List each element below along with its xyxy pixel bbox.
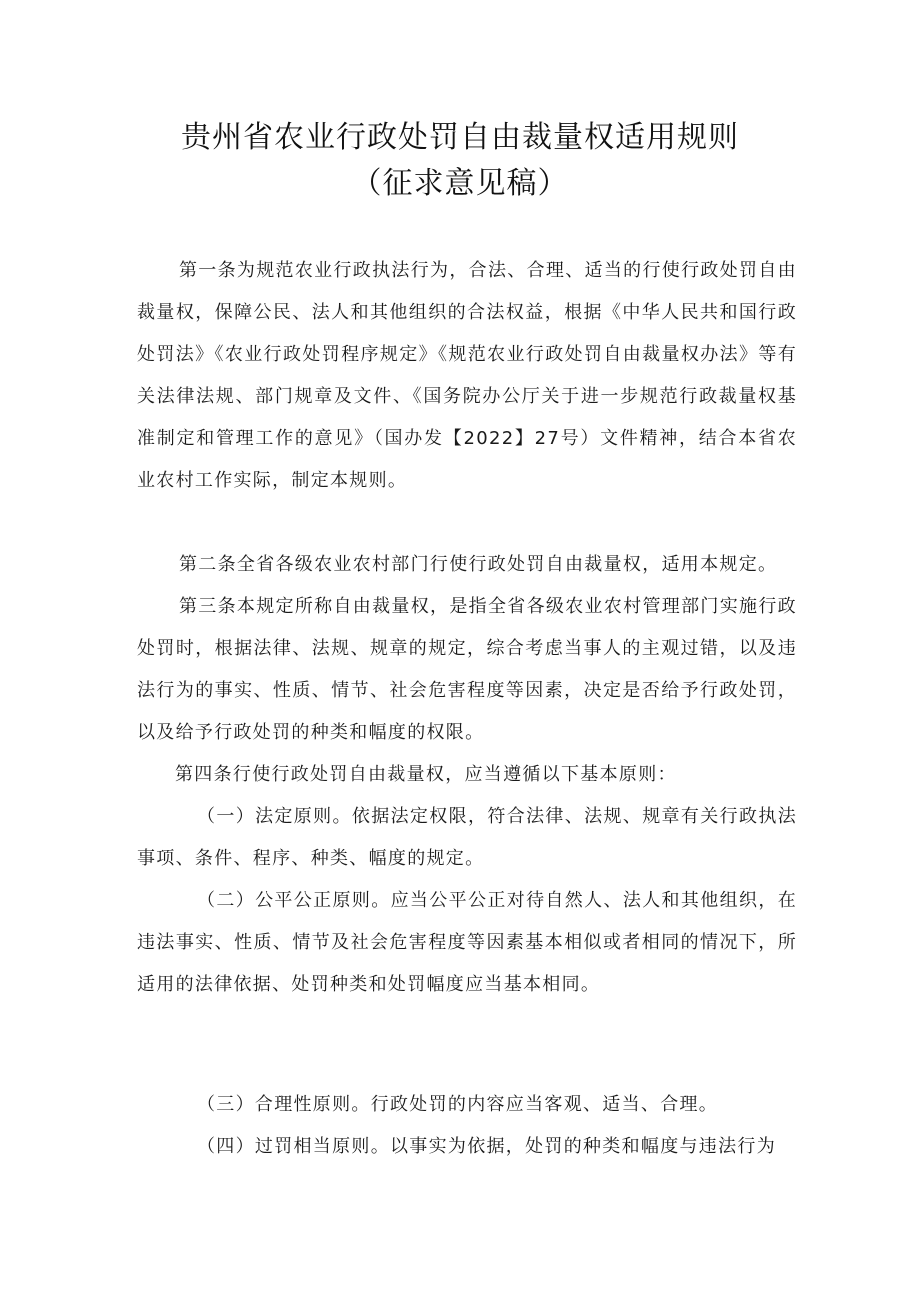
article-1-paragraph: 第一条为规范农业行政执法行为，合法、合理、适当的行使行政处罚自由裁量权，保障公民、法人和其他组织的合法权益，根据《中华人民共和国行政处罚法》《农业行政处罚程序规定》《规范农业行政处罚自由裁量权办法》等有关法律法规、部门规章及文件、《国务院办公厅关于进一步规范行政裁量权基准制定和管理工作的意见》（国办发【2022】27号）文件精神，结合本省农业农村工作实际，制定本规则。 bbox=[137, 260, 797, 491]
principle-1-paragraph: （一）法定原则。依据法定权限，符合法律、法规、规章有关行政执法事项、条件、程序、种类、幅度的规定。 bbox=[137, 806, 797, 869]
principle-3-paragraph: （三）合理性原则。行政处罚的内容应当客观、适当、合理。 bbox=[197, 1094, 719, 1115]
document-title: 贵州省农业行政处罚自由裁量权适用规则 bbox=[181, 120, 739, 155]
article-3-paragraph: 第三条本规定所称自由裁量权，是指全省各级农业农村管理部门实施行政处罚时，根据法律、法规、规章的规定，综合考虑当事人的主观过错，以及违法行为的事实、性质、情节、社会危害程度等因素，决定是否给予行政处罚，以及给予行政处罚的种类和幅度的权限。 bbox=[137, 596, 797, 743]
principle-4-paragraph: （四）过罚相当原则。以事实为依据，处罚的种类和幅度与违法行为 bbox=[197, 1136, 776, 1157]
document-subtitle: （征求意见稿） bbox=[351, 166, 569, 201]
principle-2-paragraph: （二）公平公正原则。应当公平公正对待自然人、法人和其他组织，在违法事实、性质、情节及社会危害程度等因素基本相似或者相同的情况下，所适用的法律依据、处罚种类和处罚幅度应当基本相同。 bbox=[137, 890, 797, 995]
article-4-paragraph: 第四条行使行政处罚自由裁量权，应当遵循以下基本原则： bbox=[175, 764, 677, 785]
article-2-paragraph: 第二条全省各级农业农村部门行使行政处罚自由裁量权，适用本规定。 bbox=[179, 554, 778, 575]
